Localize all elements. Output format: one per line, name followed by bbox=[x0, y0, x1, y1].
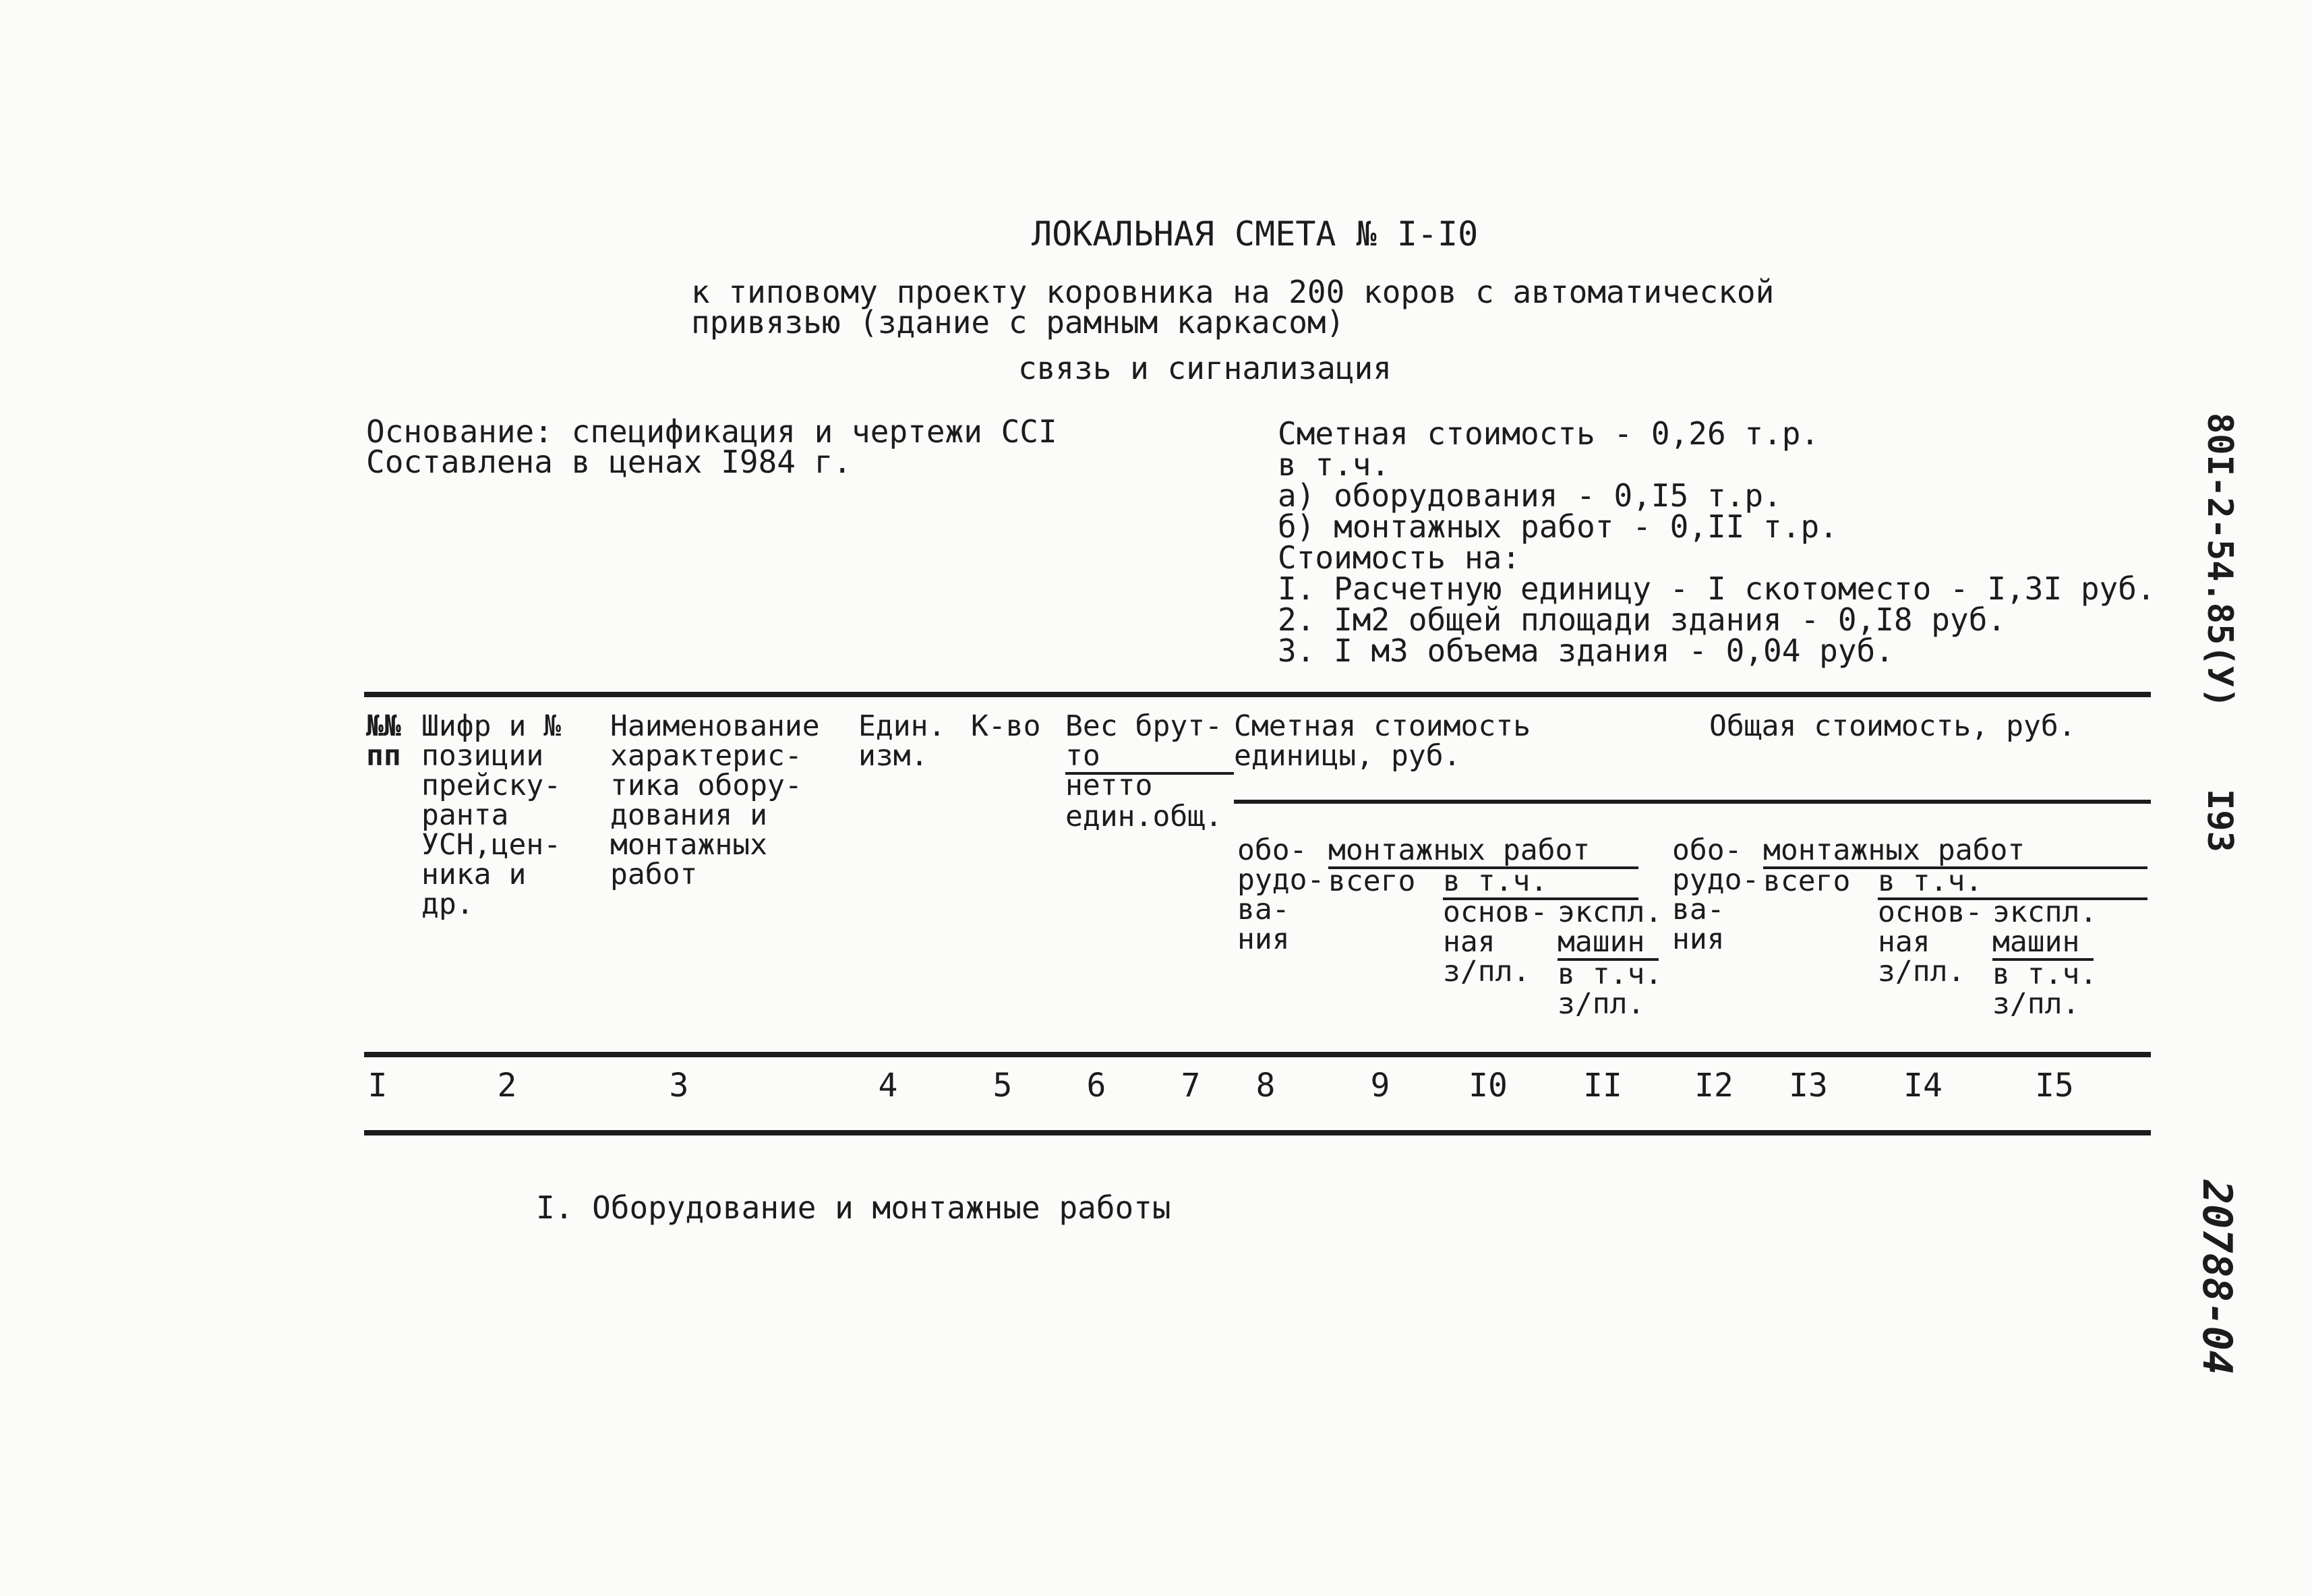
basis-line-2: Составлена в ценах I984 г. bbox=[366, 444, 852, 480]
cost-total: Сметная стоимость - 0,26 т.р. bbox=[1278, 415, 1820, 452]
total-equipment: обо- рудо- ва- ния bbox=[1672, 833, 1760, 956]
column-numbers-rule bbox=[364, 1130, 2151, 1135]
column-number: I0 bbox=[1469, 1067, 1508, 1104]
column-number: I bbox=[367, 1067, 388, 1104]
column-number: 2 bbox=[497, 1067, 517, 1104]
cost-per-m2: 2. Iм2 общей площади здания - 0,I8 руб. bbox=[1278, 601, 2007, 638]
column-number: 6 bbox=[1086, 1067, 1106, 1104]
unit-base-wage: основ- ная з/пл. bbox=[1443, 895, 1548, 988]
column-number: 7 bbox=[1181, 1067, 1201, 1104]
document-title: ЛОКАЛЬНАЯ СМЕТА № I-I0 bbox=[1032, 214, 1479, 254]
total-total: всего bbox=[1763, 864, 1851, 898]
header-name: Наименование характерис- тика обору- дования и монтажных работ bbox=[610, 709, 820, 891]
column-number: I3 bbox=[1789, 1067, 1828, 1104]
doc-code: 80I-2-54.85(У) bbox=[2199, 413, 2240, 709]
header-weight-gross: то bbox=[1065, 741, 1234, 775]
header-number: №№ пп bbox=[366, 709, 401, 773]
column-number: I5 bbox=[2035, 1067, 2074, 1104]
unit-machines-wage: в т.ч. з/пл. bbox=[1558, 957, 1663, 1021]
header-weight-units: един.общ. bbox=[1065, 800, 1222, 833]
section-name: связь и сигнализация bbox=[1018, 350, 1392, 386]
header-bottom-rule bbox=[364, 1052, 2151, 1057]
column-number: 8 bbox=[1255, 1067, 1276, 1104]
unit-machines: экспл. машин bbox=[1558, 897, 1659, 961]
total-installation: монтажных работ bbox=[1763, 835, 2147, 869]
total-base-wage: основ- ная з/пл. bbox=[1878, 895, 1983, 988]
header-unit-cost: Сметная стоимость единицы, руб. bbox=[1234, 709, 1531, 773]
unit-installation: монтажных работ bbox=[1328, 835, 1638, 869]
subtitle-line-1: к типовому проекту коровника на 200 коров с автоматической bbox=[691, 274, 1775, 310]
cost-per-place: I. Расчетную единицу - I скотоместо - I,3I руб. bbox=[1278, 570, 2156, 607]
cost-installation: б) монтажных работ - 0,II т.р. bbox=[1278, 508, 1838, 545]
header-weight-net: нетто bbox=[1065, 769, 1153, 802]
header-quantity: К-во bbox=[971, 709, 1041, 743]
column-number: II bbox=[1583, 1067, 1622, 1104]
column-number: 4 bbox=[878, 1067, 898, 1104]
column-number: I4 bbox=[1903, 1067, 1943, 1104]
unit-including: в т.ч. bbox=[1443, 866, 1638, 900]
cost-per-label: Стоимость на: bbox=[1278, 539, 1521, 576]
column-number: I2 bbox=[1694, 1067, 1733, 1104]
page-number: I93 bbox=[2199, 789, 2240, 852]
unit-equipment: обо- рудо- ва- ния bbox=[1237, 833, 1325, 956]
header-code: Шифр и № позиции прейску- ранта УСН,цен- ника и др. bbox=[421, 709, 562, 921]
cost-including: в т.ч. bbox=[1278, 446, 1390, 483]
total-machines: экспл. машин bbox=[1992, 897, 2094, 961]
total-including: в т.ч. bbox=[1878, 866, 2147, 900]
basis-line-1: Основание: спецификация и чертежи ССI bbox=[366, 413, 1057, 450]
header-weight: Вес брут- bbox=[1065, 709, 1222, 743]
subtitle-line-2: привязью (здание с рамным каркасом) bbox=[691, 304, 1345, 341]
cost-equipment: а) оборудования - 0,I5 т.р. bbox=[1278, 477, 1782, 514]
header-cost-rule bbox=[1234, 800, 2151, 804]
cost-per-m3: 3. I м3 объема здания - 0,04 руб. bbox=[1278, 632, 1894, 669]
unit-total: всего bbox=[1328, 864, 1416, 898]
header-total-cost: Общая стоимость, руб. bbox=[1709, 709, 2076, 743]
total-machines-wage: в т.ч. з/пл. bbox=[1992, 957, 2098, 1021]
column-number: 5 bbox=[992, 1067, 1013, 1104]
section-heading: I. Оборудование и монтажные работы bbox=[536, 1189, 1171, 1226]
header-unit: Един. изм. bbox=[858, 709, 946, 773]
column-number: 3 bbox=[669, 1067, 689, 1104]
inventory-number: 20788-04 bbox=[2193, 1180, 2241, 1375]
column-number: 9 bbox=[1370, 1067, 1390, 1104]
table-top-rule bbox=[364, 692, 2151, 697]
